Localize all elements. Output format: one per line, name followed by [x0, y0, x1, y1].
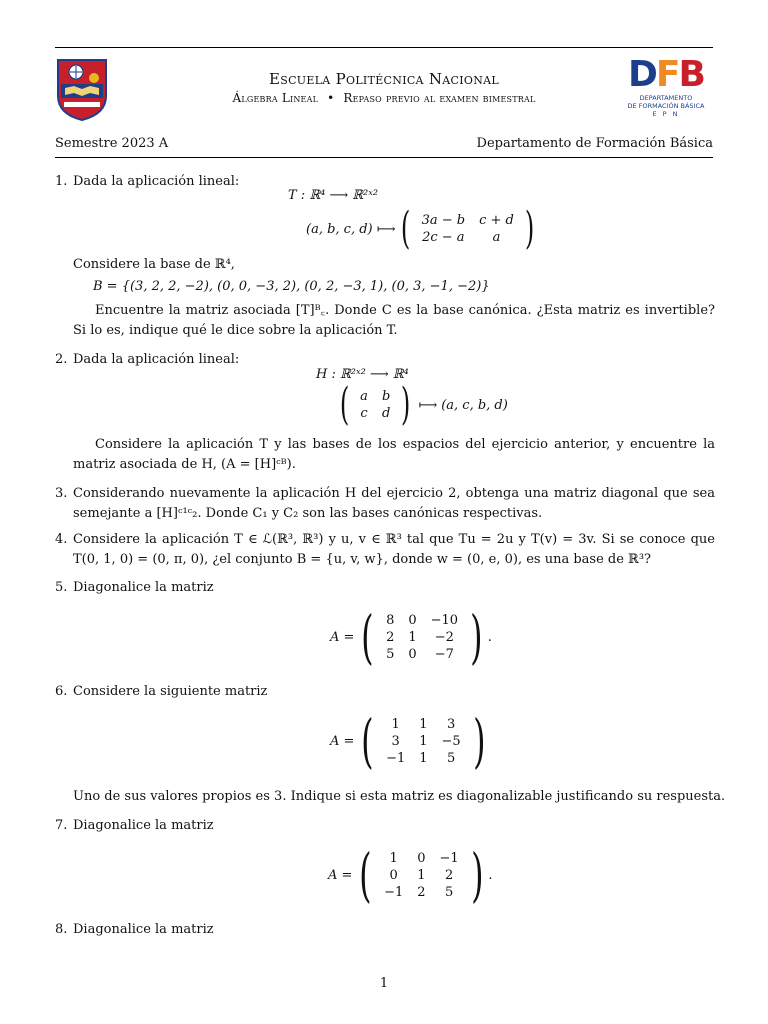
header-rule [55, 157, 713, 158]
matrix-cell: 0 [408, 612, 417, 628]
matrix-cell: 5 [386, 646, 395, 662]
matrix-cell: 2 [386, 629, 395, 645]
matrix-cell: 2c − a [422, 230, 465, 245]
matrix-cell: 1 [419, 716, 428, 732]
problem-text: Considerando nuevamente la aplicación H del ejercicio 2, obtenga una matriz diagonal que sea semejante a [H]ᶜ¹ᶜ₂. Donde C₁ y C₂ son las bases canónicas respectivas. [73, 486, 715, 521]
header-titles [150, 70, 618, 105]
school-name: Escuela Politécnica Nacional [269, 70, 499, 88]
department-label: Departamento de Formación Básica [476, 136, 713, 151]
semester-label: Semestre 2023 A [55, 136, 169, 151]
problem-intro: Dada la aplicación lineal: [73, 352, 240, 367]
matrix-cell: 1 [417, 867, 426, 883]
map-rule [336, 379, 508, 430]
matrix-cell: 1 [391, 716, 400, 732]
matrix-cell: 5 [446, 750, 456, 766]
page-number: 1 [379, 976, 389, 991]
problem-number: 6. [55, 684, 68, 699]
matrix-cell: b [381, 389, 391, 404]
problem-6 [55, 682, 715, 702]
problem-intro: Diagonalice la matriz [73, 922, 214, 937]
matrix-lhs: A = [330, 733, 355, 749]
problem-number: 2. [55, 352, 68, 367]
matrix-cell: c + d [479, 213, 514, 228]
course-name: Álgebra Lineal [232, 91, 319, 105]
map-matrix: ( a b c d ) [339, 379, 411, 430]
matrix-cell: 5 [444, 884, 454, 900]
matrix-cell: −2 [434, 629, 454, 645]
dfb-line2: DE FORMACIÓN BÁSICA [627, 102, 705, 110]
basis-set: B = {(3, 2, 2, −2), (0, 0, −3, 2), (0, 2, −3, 1), (0, 3, −1, −2)} [93, 279, 490, 294]
matrix-cell: 0 [389, 867, 398, 883]
dfb-line1: DEPARTAMENTO [639, 94, 693, 102]
matrix-end: . [488, 867, 493, 883]
problem-8 [55, 920, 715, 940]
problem-intro: Diagonalice la matriz [73, 580, 214, 595]
epn-logo [56, 58, 108, 122]
matrix-7: A = ( 1 0 −1 0 1 2 −1 2 5 ) . [328, 841, 493, 909]
map-rule-right: ⟼ (a, c, b, d) [418, 397, 508, 413]
problem-number: 4. [55, 532, 68, 547]
matrix-cell: 2 [417, 884, 426, 900]
exam-title: Repaso previo al examen bimestral [343, 91, 536, 105]
matrix-lhs: A = [328, 867, 353, 883]
matrix-cell: d [381, 406, 391, 421]
matrix-end: . [487, 629, 492, 645]
matrix-cell: 8 [386, 612, 395, 628]
problem-number: 8. [55, 922, 68, 937]
matrix-cell: a [492, 230, 501, 245]
matrix-cell: c [360, 406, 368, 421]
problem-7 [55, 816, 715, 836]
matrix-cell: 3 [391, 733, 400, 749]
problem-intro: Diagonalice la matriz [73, 818, 214, 833]
problem-1 [55, 172, 715, 192]
matrix-cell: 3a − b [421, 213, 466, 228]
matrix-cell: 3 [446, 716, 456, 732]
map-rule [306, 203, 538, 254]
matrix-cell: −1 [386, 750, 406, 766]
problem-number: 7. [55, 818, 68, 833]
matrix-cell: 2 [444, 867, 454, 883]
map-matrix: ( 3a − b c + d 2c − a a ) [401, 203, 535, 254]
basis-intro: Considere la base de ℝ⁴, [73, 257, 235, 272]
problem-3 [55, 484, 715, 524]
problem-number: 5. [55, 580, 68, 595]
matrix-cell: 1 [408, 629, 417, 645]
problem-number: 3. [55, 486, 68, 501]
map-domain: T : ℝ⁴ ⟶ ℝ²ˣ² [288, 188, 379, 203]
matrix-lhs: A = [330, 629, 355, 645]
matrix-cell: 1 [419, 733, 428, 749]
problem-5 [55, 578, 715, 598]
problem-4 [55, 530, 715, 570]
matrix-cell: −7 [434, 646, 454, 662]
top-rule [55, 47, 713, 48]
dfb-line3: E P N [652, 110, 680, 118]
matrix-cell: 0 [417, 850, 426, 866]
map-domain: H : ℝ²ˣ² ⟶ ℝ⁴ [316, 367, 409, 382]
matrix-cell: −1 [384, 884, 404, 900]
matrix-cell: 1 [389, 850, 398, 866]
matrix-cell: −5 [441, 733, 461, 749]
matrix-cell: a [360, 389, 368, 404]
problem-number: 1. [55, 174, 68, 189]
problem-1-question: Encuentre la matriz asociada [T]ᴮ꜀. Donde C es la base canónica. ¿Esta matriz es invertible? Si lo es, indique qué le dice sobre la aplicación T. [73, 303, 715, 338]
matrix-5: A = ( 8 0 −10 2 1 −2 5 0 −7 ) . [330, 603, 492, 671]
matrix-cell: 1 [419, 750, 428, 766]
matrix-cell: −10 [430, 612, 459, 628]
bullet-separator: • [327, 91, 335, 105]
problem-6-after: Uno de sus valores propios es 3. Indique si esta matriz es diagonalizable justificando su respuesta. [73, 789, 726, 804]
course-line [150, 91, 618, 105]
matrix-cell: −1 [439, 850, 459, 866]
problem-2-question: Considere la aplicación T y las bases de los espacios del ejercicio anterior, y encuentre la matriz asociada de H, (A = [H]ᶜᴮ). [73, 437, 715, 472]
problem-text: Considere la aplicación T ∈ ℒ(ℝ³, ℝ³) y u, v ∈ ℝ³ tal que Tu = 2u y T(v) = 3v. Si se conoce que T(0, 1, 0) = (0, π, 0), ¿el conjunto B = {u, v, w}, donde w = (0, e, 0), es una base de ℝ³? [73, 532, 715, 567]
problem-intro: Dada la aplicación lineal: [73, 174, 240, 189]
dfb-logo: DFB DEPARTAMENTO DE FORMACIÓN BÁSICA E P N [616, 56, 716, 122]
problem-intro: Considere la siguiente matriz [73, 684, 268, 699]
map-rule-left: (a, b, c, d) ⟼ [306, 221, 396, 237]
matrix-cell: 0 [408, 646, 417, 662]
matrix-6: A = ( 1 1 3 3 1 −5 −1 1 5 ) [330, 707, 486, 775]
